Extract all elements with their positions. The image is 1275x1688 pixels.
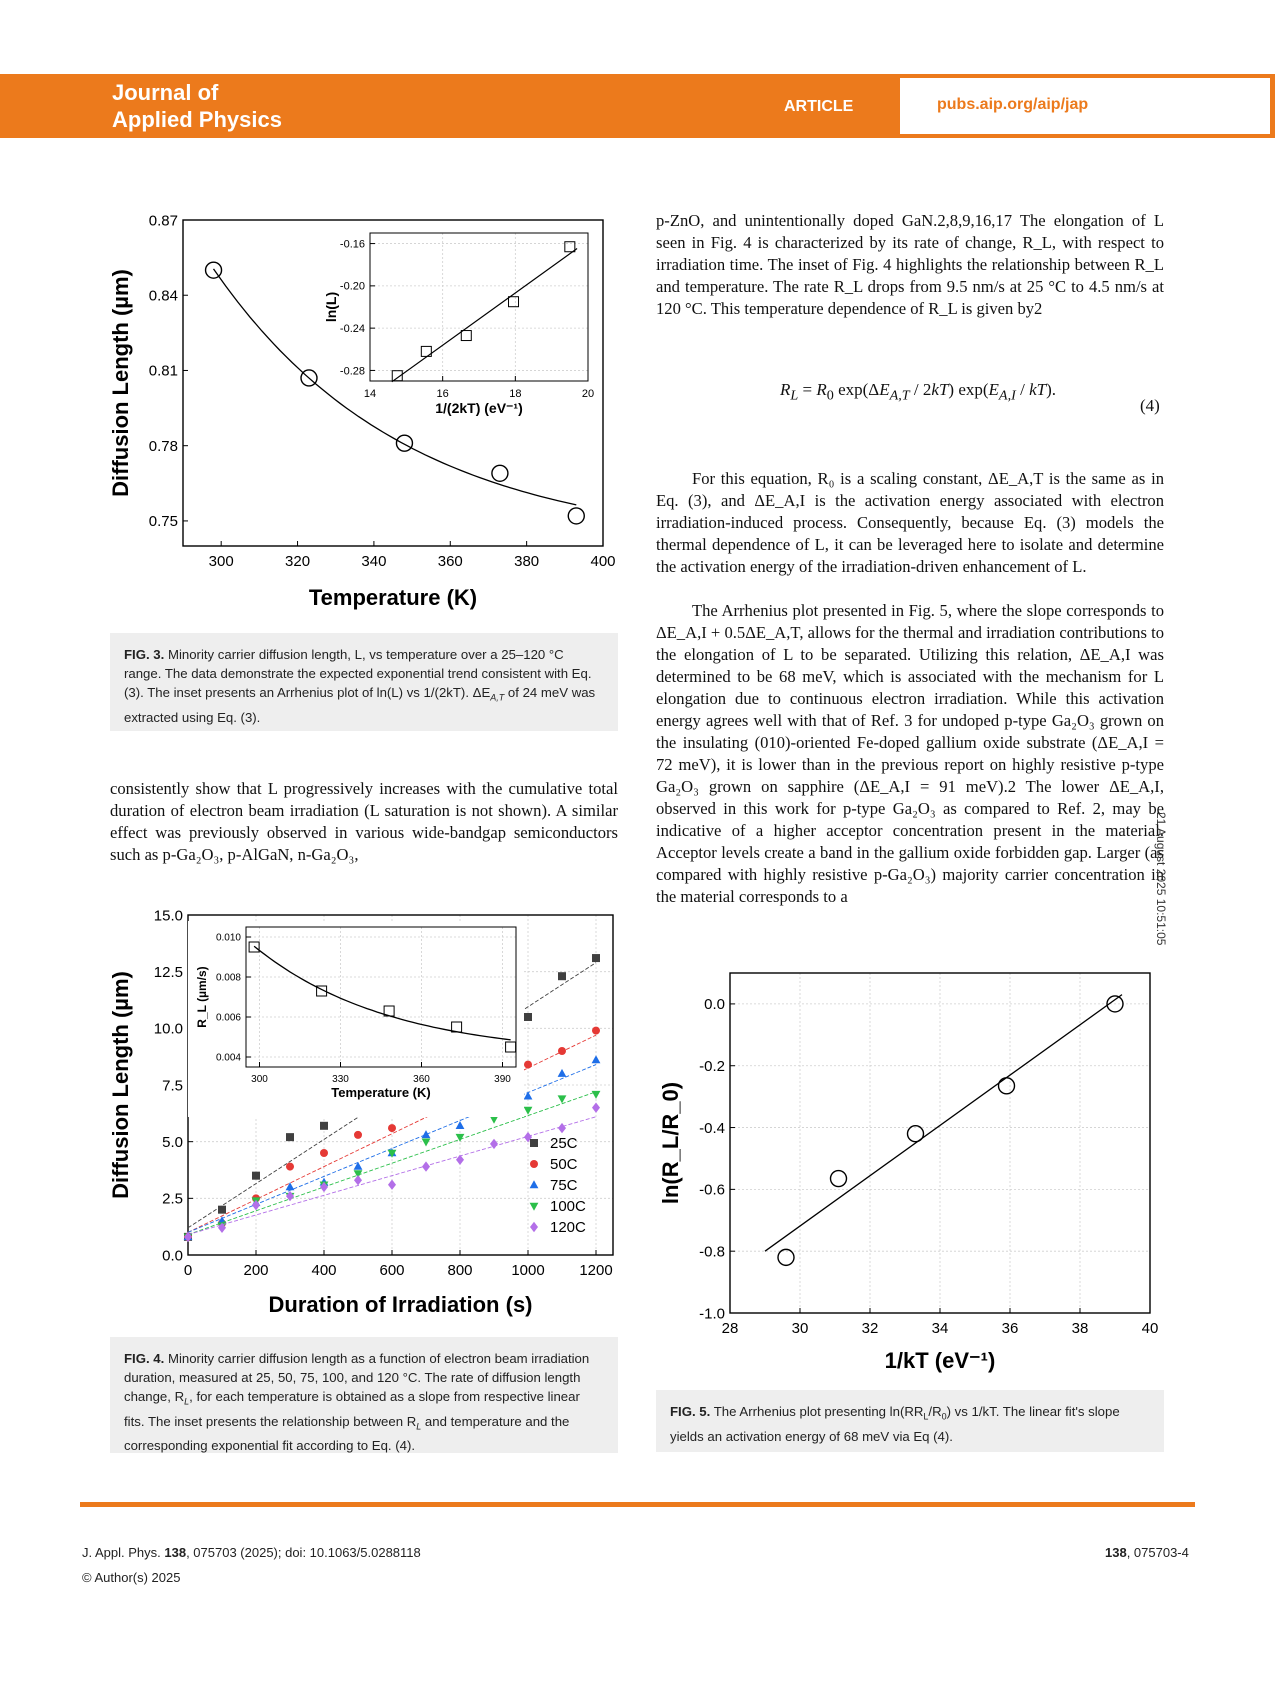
fig4-xtick-label: 400	[311, 1262, 337, 1279]
fig3-chart	[108, 205, 618, 625]
fig5-caption-text: The Arrhenius plot presenting ln(R	[710, 1404, 914, 1419]
fig3-xtick-label: 400	[590, 553, 616, 570]
fig4-chart	[108, 905, 623, 1325]
fig3-caption-text: Minority carrier diffusion length, L, vs temperature over a 25–120 °C range. The data demonstrate the expected exponential trend consistent with Eq. (3). The inset presents an Arrhenius plot of ln(L) vs 1/(2kT). ΔE	[124, 647, 592, 700]
fig3-caption-tail: of 24 meV was extracted using Eq. (3).	[124, 685, 596, 725]
fig3-ytick-label: 0.75	[148, 513, 178, 531]
fig3-ylabel: Diffusion Length (µm)	[108, 269, 133, 497]
footer-copyright: © Author(s) 2025	[82, 1570, 181, 1585]
fig3-xtick-label: 360	[437, 553, 463, 570]
fig5-xtick-label: 28	[721, 1320, 739, 1337]
fig5-ytick-label: -0.2	[699, 1057, 725, 1075]
fig3-inset-xtick-label: 18	[509, 388, 522, 400]
fig4-legend-label-50C: 50C	[550, 1156, 578, 1173]
fig5-ylabel: ln(R_L/R_0)	[658, 1081, 683, 1205]
fig4-legend-marker-25C	[530, 1139, 538, 1147]
fig4-ytick-label: 12.5	[153, 963, 183, 981]
fig4-xlabel: Duration of Irradiation (s)	[268, 1292, 533, 1317]
fig4-ylabel: Diffusion Length (µm)	[108, 971, 133, 1199]
fig4-caption-text: Minority carrier diffusion length as a function of electron beam irradiation duration, measured at 25, 50, 75, 100, and 120 °C. The rate of diffusion length change, R	[124, 1351, 590, 1404]
fig3-inset-ylabel: ln(L)	[323, 291, 339, 323]
fig4-point-25C	[524, 1013, 532, 1021]
fig4-caption: FIG. 4. Minority carrier diffusion length as a function of electron beam irradiation duration, measured at 25, 50, 75, 100, and 120 °C. The rate of diffusion length change, $R_L$, for each temperature is obtained as a slope from respective linear fits. The inset presents the relationship between $R_L$ and temperature and the corresponding exponential fit according to Eq. (4).	[110, 1337, 618, 1453]
fig5-ytick-label: -0.8	[699, 1243, 725, 1261]
fig4-point-50C	[388, 1124, 396, 1132]
fig4-legend-label-120C: 120C	[550, 1219, 586, 1236]
fig3-inset-xtick-label: 16	[436, 388, 449, 400]
fig5-ytick-label: 0.0	[704, 996, 725, 1014]
right-para-2: For this equation, R₀ is a scaling constant, ΔE_A,T is the same as in Eq. (3), and ΔE_A,I is the activation energy associated with electron irradiation-induced process. Consequently, because Eq. (3) models the thermal dependence of L, it can be leveraged here to isolate and determine the activation energy of the irradiation-driven enhancement of L.	[656, 469, 1164, 576]
equation-number: (4)	[1140, 396, 1160, 415]
fig5-ytick-label: -0.4	[699, 1119, 725, 1137]
fig5-xtick-label: 40	[1141, 1320, 1159, 1337]
fig5-xtick-label: 34	[931, 1320, 949, 1337]
fig4-ytick-label: 15.0	[153, 907, 183, 925]
fig4-ytick-label: 0.0	[162, 1247, 183, 1265]
fig5-xtick-label: 30	[791, 1320, 809, 1337]
fig4-inset-ytick-label: 0.004	[215, 1052, 241, 1064]
fig3-inset-xtick-label: 14	[363, 388, 377, 400]
fig4-inset-xtick-label: 330	[332, 1074, 349, 1085]
fig3-inset-ytick-label: -0.28	[339, 365, 365, 378]
fig4-point-25C	[218, 1206, 226, 1214]
right-para-3: The Arrhenius plot presented in Fig. 5, where the slope corresponds to ΔE_A,I + 0.5ΔE_A,T, allows for the thermal and irradiation contributions to the elongation of L to be separated. Utilizing this relation, ΔE_A,I was determined to be 68 meV, which is associated with the mechanism for L elongation due to continuous electron irradiation. While this activation energy agrees well with that of Ref. 3 for undoped p-type Ga₂O₃ grown on the insulating (010)-oriented Fe-doped gallium oxide substrate (ΔE_A,I = 72 meV), it is lower than in the previous report on highly resistive p-type Ga₂O₃ grown on sapphire (ΔE_A,I = 91 meV).2 The lower ΔE_A,I, observed in this work for p-type Ga₂O₃ as compared to Ref. 2, may be indicative of a higher acceptor concentration present in the material. Acceptor levels create a band in the gallium oxide forbidden gap. Larger (as compared with highly resistive p-Ga₂O₃) majority carrier concentration in the material corresponds to a	[656, 601, 1164, 906]
fig4-point-50C	[286, 1163, 294, 1171]
fig3-inset-xtick-label: 20	[581, 388, 595, 400]
fig3-inset-plot-bg	[370, 233, 588, 381]
fig5-caption: FIG. 5. The Arrhenius plot presenting $\ln(RR_L/R_0)$ vs 1/kT. The linear fit's slope yields an activation energy of 68 meV via Eq (4).	[656, 1390, 1164, 1452]
fig4-legend-label-75C: 75C	[550, 1177, 578, 1194]
fig3-inset-xlabel: 1/(2kT) (eV⁻¹)	[435, 400, 523, 416]
fig4-xtick-label: 800	[447, 1262, 473, 1279]
journal-url-link[interactable]: pubs.aip.org/aip/jap	[937, 96, 1089, 113]
fig4-inset-ytick-label: 0.006	[215, 1012, 241, 1024]
footer-rule	[80, 1502, 1195, 1507]
footer-page-number: 138, 075703-4	[1105, 1545, 1189, 1560]
fig5-xtick-label: 32	[861, 1320, 879, 1337]
fig4-ytick-label: 2.5	[162, 1190, 183, 1208]
fig3-inset-ytick-label: -0.20	[339, 280, 365, 293]
fig5-xtick-label: 36	[1001, 1320, 1019, 1337]
fig4-point-50C	[558, 1047, 566, 1055]
fig5-ytick-label: -1.0	[699, 1305, 725, 1323]
fig4-inset-xlabel: Temperature (K)	[331, 1085, 431, 1100]
fig4-xtick-label: 0	[183, 1262, 193, 1279]
fig5-xlabel: 1/kT (eV⁻¹)	[884, 1348, 996, 1373]
fig4-inset-plot-bg	[246, 927, 516, 1067]
fig4-legend-marker-50C	[530, 1160, 538, 1168]
fig5-ytick-label: -0.6	[699, 1181, 725, 1199]
fig3-xtick-label: 300	[208, 553, 234, 570]
fig4-inset-ytick-label: 0.008	[215, 972, 241, 984]
fig4-point-50C	[320, 1149, 328, 1157]
section-label: ARTICLE	[784, 98, 854, 115]
fig4-point-50C	[524, 1061, 532, 1069]
fig4-point-50C	[592, 1027, 600, 1035]
fig4-xtick-label: 600	[379, 1262, 405, 1279]
url-box[interactable]	[900, 78, 1270, 134]
fig5-xtick-label: 38	[1071, 1320, 1089, 1337]
fig4-caption-mid: , for each temperature is obtained as a slope from respective linear fits. The inset presents the relationship between R	[124, 1389, 580, 1429]
fig3-ytick-label: 0.84	[148, 287, 178, 305]
fig4-ytick-label: 5.0	[162, 1133, 183, 1151]
fig4-xtick-label: 1200	[579, 1262, 613, 1279]
fig4-xtick-label: 1000	[511, 1262, 545, 1279]
fig3-ytick-label: 0.78	[148, 437, 178, 455]
download-timestamp: 21 August 2025 10:51:05	[1154, 812, 1168, 946]
fig4-ytick-label: 10.0	[153, 1020, 183, 1038]
footer-citation: J. Appl. Phys. 138, 075703 (2025); doi: 10.1063/5.0288118	[82, 1545, 421, 1560]
fig4-inset-xtick-label: 300	[251, 1074, 268, 1085]
fig4-legend-label-100C: 100C	[550, 1198, 586, 1215]
fig3-xtick-label: 340	[361, 553, 387, 570]
fig3-inset-ytick-label: -0.24	[339, 322, 365, 335]
fig4-xtick-label: 200	[243, 1262, 269, 1279]
fig4-ytick-label: 7.5	[162, 1077, 183, 1095]
fig4-point-25C	[558, 972, 566, 980]
fig4-point-25C	[252, 1172, 260, 1180]
journal-header-bar	[0, 74, 1275, 138]
fig3-ytick-label: 0.81	[148, 362, 178, 380]
fig5-caption-tail: ) vs 1/kT. The linear fit's slope yields an activation energy of 68 meV via Eq (4).	[670, 1404, 1120, 1444]
fig4-point-25C	[320, 1122, 328, 1130]
fig3-caption: FIG. 3. Minority carrier diffusion length, L, vs temperature over a 25–120 °C range. The data demonstrate the expected exponential trend consistent with Eq. (3). The inset presents an Arrhenius plot of ln(L) vs 1/(2kT). $\Delta E_{A,T}$ of 24 meV was extracted using Eq. (3).	[110, 633, 618, 731]
fig3-xlabel: Temperature (K)	[308, 585, 478, 610]
fig3-ytick-label: 0.87	[148, 212, 178, 230]
fig4-point-25C	[286, 1133, 294, 1141]
fig4-inset-xtick-label: 360	[413, 1074, 430, 1085]
fig4-legend-label-25C: 25C	[550, 1135, 578, 1152]
fig4-caption-tail: and temperature and the corresponding exponential fit according to Eq. (4).	[124, 1413, 570, 1454]
fig3-xtick-label: 380	[514, 553, 540, 570]
fig5-chart	[655, 965, 1175, 1375]
left-body-text: consistently show that L progressively increases with the cumulative total duration of electron beam irradiation (L saturation is not shown). A similar effect was previously observed in various wide-bandgap semiconductors such as p-Ga₂O₃, p-AlGaN, n-Ga₂O₃,	[110, 779, 618, 864]
fig4-point-50C	[354, 1131, 362, 1139]
equation-4: $R_L = R_0$ $\exp(\Delta E_{A,T} / 2kT)$ $\exp(E_{A,I} / kT)$.	[780, 380, 1056, 404]
fig3-inset-ytick-label: -0.16	[339, 238, 365, 251]
right-para-1: p-ZnO, and unintentionally doped GaN.2,8,9,16,17 The elongation of L seen in Fig. 4 is characterized by its rate of change, R_L, with respect to irradiation time. The inset of Fig. 4 highlights the relationship between R_L and temperature. The rate R_L drops from 9.5 nm/s at 25 °C to 4.5 nm/s at 120 °C. This temperature dependence of R_L is given by2	[656, 211, 1164, 318]
fig4-inset-xtick-label: 390	[494, 1074, 511, 1085]
fig3-xtick-label: 320	[285, 553, 311, 570]
journal-name: Journal of Applied Physics	[112, 80, 282, 132]
fig4-point-25C	[592, 954, 600, 962]
fig4-inset-ytick-label: 0.010	[215, 932, 241, 944]
fig4-inset-ylabel: R_L (µm/s)	[195, 966, 209, 1028]
